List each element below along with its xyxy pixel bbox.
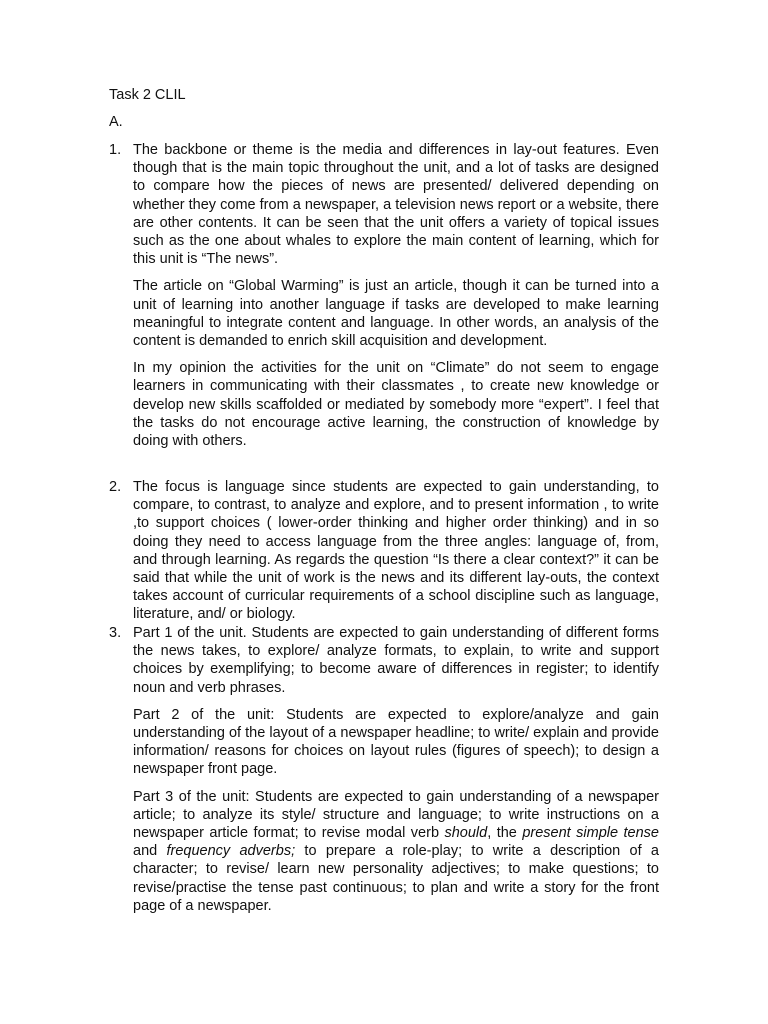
paragraph: In my opinion the activities for the unit on “Climate” do not seem to engage learners in communicating with their classmates , to create new knowledge or develop new skills scaffolded or mediated by somebody more “expert”. I feel that the tasks do not encourage active learning, the construction of knowledge by doing with others. <box>133 360 659 450</box>
paragraph: Part 1 of the unit. Students are expected to gain understanding of different forms the news takes, to explore/ analyze formats, to explain, to write and support choices by exemplifying; to become aware of differences in register; to identify noun and verb phrases. <box>133 625 659 696</box>
paragraph: Part 2 of the unit: Students are expected to explore/analyze and gain understanding of the layout of a newspaper headline; to write/ explain and provide information/ reasons for choices on layout rules (figures of speech); to design a newspaper front page. <box>133 706 659 778</box>
list-item-2 <box>109 478 659 624</box>
item-number: 1. <box>109 142 122 158</box>
list-item-1 <box>109 141 659 450</box>
paragraph: The focus is language since students are expected to gain understanding, to compare, to contrast, to analyze and explore, and to present information , to write ,to support choices ( lower-order thinking and higher order thinking) and in so doing they need to access language from the three angles: language of, from, and through learning. As regards the question “Is there a clear context?” it can be said that while the unit of work is the news and its different lay-outs, the context takes account of curricular requirements of a school discipline such as language, literature, and/ or biology. <box>133 479 659 623</box>
item-number: 2. <box>109 479 122 495</box>
document-title: Task 2 CLIL <box>109 87 186 103</box>
list-item-3 <box>109 624 659 915</box>
paragraph-part-3: Part 3 of the unit: Students are expected to gain understanding of a newspaper article; to analyze its style/ structure and language; to write instructions on a newspaper article format; to revise modal verb should, the present simple tense and frequency adverbs; to prepare a role-play; to write a description of a character; to revise/ learn new personality adjectives; to make questions; to revise/practise the tense past continuous; to plan and write a story for the front page of a newspaper. <box>133 788 659 914</box>
item-number: 3. <box>109 625 122 641</box>
paragraph: The backbone or theme is the media and differences in lay-out features. Even though that is the main topic throughout the unit, and a lot of tasks are designed to compare how the pieces of news are presented/ delivered depending on whether they come from a newspaper, a television news report or a website, there are other contents. It can be seen that the unit offers a variety of topical issues such as the one about whales to explore the main content of learning, which for this unit is “The news”. <box>133 142 659 268</box>
paragraph: The article on “Global Warming” is just an article, though it can be turned into a unit of learning into another language if tasks are developed to make learning meaningful to integrate content and language. In other words, an analysis of the content is demanded to enrich skill acquisition and development. <box>133 278 659 350</box>
section-label: A. <box>109 114 123 130</box>
